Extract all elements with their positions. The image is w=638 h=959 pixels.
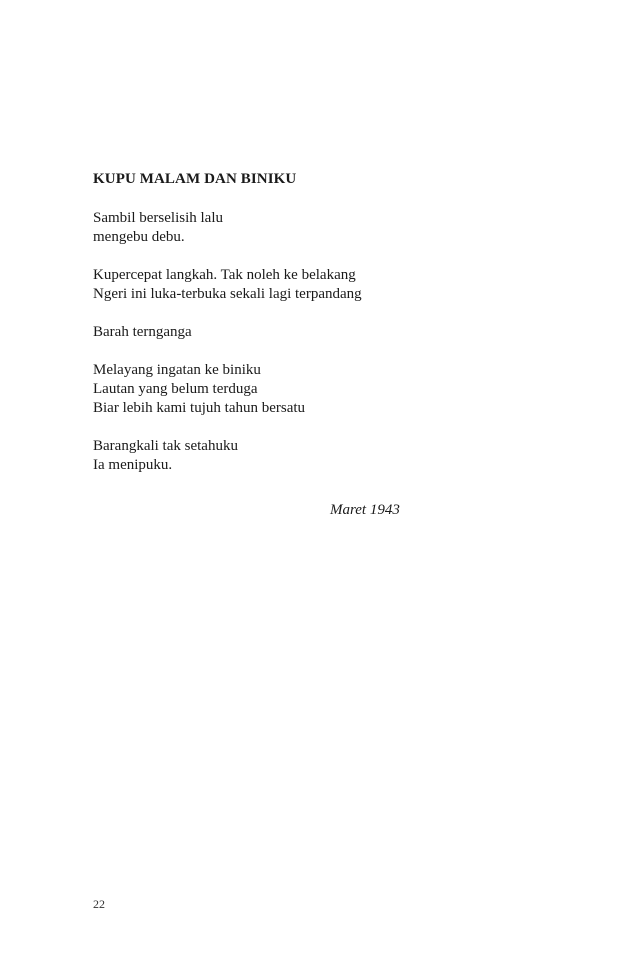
poem-line: Kupercepat langkah. Tak noleh ke belakang <box>93 267 356 283</box>
stanza <box>93 209 423 247</box>
poem-line: Barangkali tak setahuku <box>93 438 238 454</box>
stanza <box>93 266 423 304</box>
page-number: 22 <box>93 897 105 911</box>
poem-line: mengebu debu. <box>93 229 185 245</box>
stanza <box>93 361 423 418</box>
poem-line: Barah ternganga <box>93 324 192 340</box>
poem-date: Maret 1943 <box>330 502 400 518</box>
poem-line: Melayang ingatan ke biniku <box>93 362 261 378</box>
poem-line: Ngeri ini luka-terbuka sekali lagi terpandang <box>93 286 362 302</box>
poem-line: Lautan yang belum terduga <box>93 381 258 397</box>
poem-title: KUPU MALAM DAN BINIKU <box>93 171 297 187</box>
stanza <box>93 323 423 342</box>
poem-line: Ia menipuku. <box>93 457 173 473</box>
poem <box>93 170 423 475</box>
poem-line: Biar lebih kami tujuh tahun bersatu <box>93 400 306 416</box>
poem-line: Sambil berselisih lalu <box>93 210 223 226</box>
stanza <box>93 437 423 475</box>
